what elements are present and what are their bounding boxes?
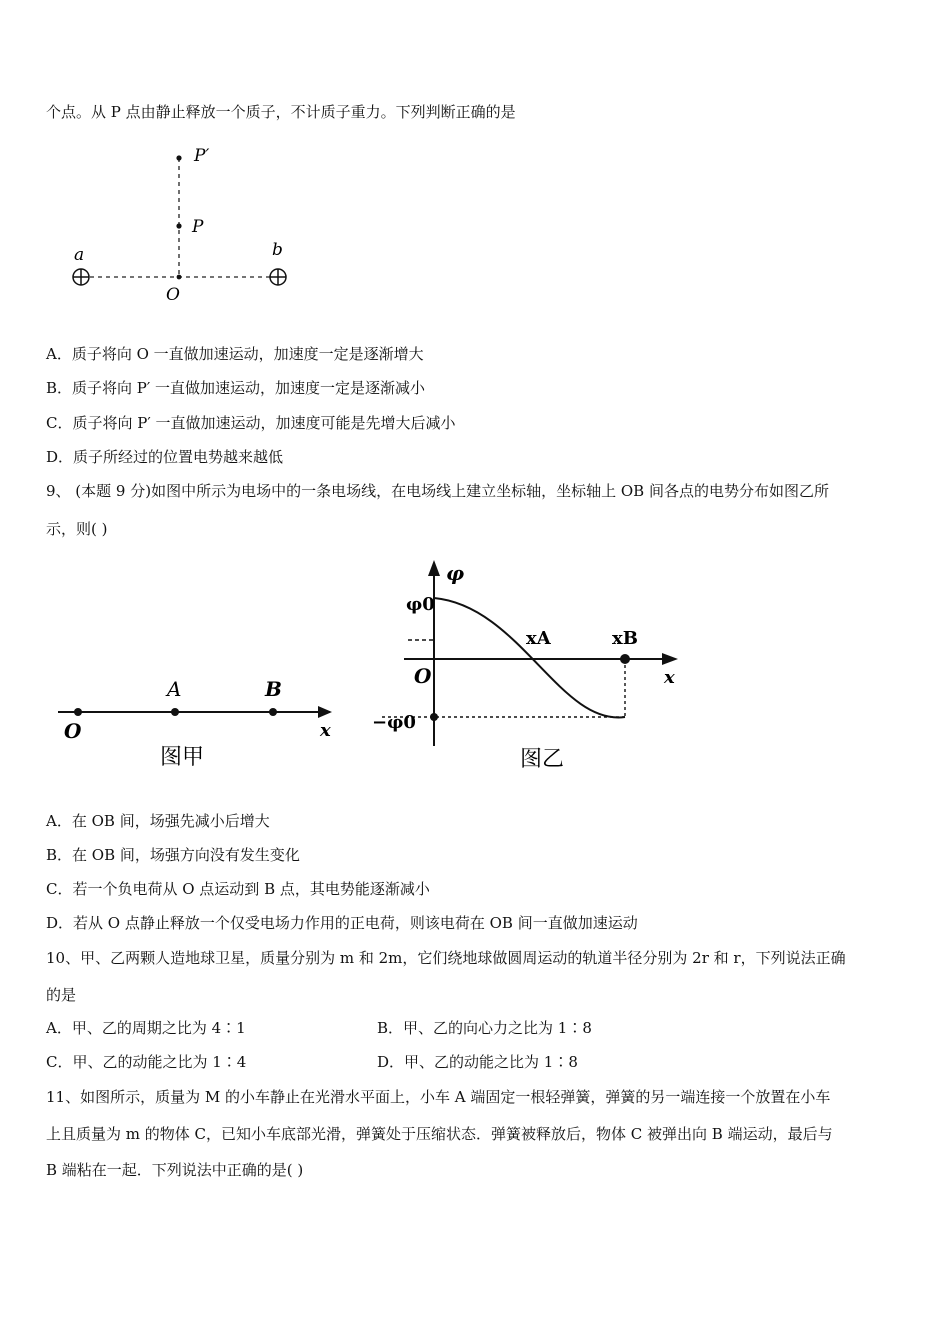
q10-stem-line2: 的是 <box>46 986 77 1004</box>
q10-option-a: A．甲、乙的周期之比为 4∶1 <box>46 1019 246 1037</box>
q8-option-b: B．质子将向 P′ 一直做加速运动，加速度一定是逐渐减小 <box>46 379 426 397</box>
q10-option-d: D．甲、乙的动能之比为 1∶8 <box>377 1053 578 1071</box>
x-axis-arrow-icon <box>662 653 678 665</box>
q8-option-a: A．质子将向 O 一直做加速运动，加速度一定是逐渐增大 <box>46 345 424 363</box>
point-b <box>269 708 277 716</box>
point-xb <box>620 654 630 664</box>
caption-jia: 图甲 <box>160 745 205 770</box>
q8-stem: 个点。从 P 点由静止释放一个质子，不计质子重力。下列判断正确的是 <box>46 103 516 121</box>
q11-stem-line3: B 端粘在一起．下列说法中正确的是( ) <box>46 1161 304 1179</box>
charge-a-icon <box>73 269 89 285</box>
point-o <box>177 275 182 280</box>
q10-option-c: C．甲、乙的动能之比为 1∶4 <box>46 1053 247 1071</box>
q9-stem-line2: 示，则( ) <box>46 520 108 538</box>
q11-stem-line1: 11、如图所示，质量为 M 的小车静止在光滑水平面上，小车 A 端固定一根轻弹簧，弹簧的另一端连接一个放置在小车 <box>46 1088 831 1106</box>
label-o: O <box>414 664 432 688</box>
label-o: O <box>166 285 180 305</box>
point-a <box>171 708 179 716</box>
point-o <box>74 708 82 716</box>
point-neg-phi0 <box>430 713 438 721</box>
label-xa: xA <box>526 628 551 649</box>
label-o: O <box>64 719 82 743</box>
q8-figure <box>60 140 310 310</box>
point-p-prime <box>176 155 181 160</box>
q8-option-c: C．质子将向 P′ 一直做加速运动，加速度可能是先增大后减小 <box>46 414 456 432</box>
label-b: b <box>272 240 283 260</box>
caption-yi: 图乙 <box>520 747 565 772</box>
q9-option-c: C．若一个负电荷从 O 点运动到 B 点，其电势能逐渐减小 <box>46 880 430 898</box>
x-axis-arrow-icon <box>318 706 332 718</box>
label-p-prime: P′ <box>194 146 210 166</box>
q9-figure-jia <box>50 670 350 780</box>
q10-stem-line1: 10、甲、乙两颗人造地球卫星，质量分别为 m 和 2m，它们绕地球做圆周运动的轨道半径分别为 2r 和 r，下列说法正确 <box>46 949 846 967</box>
phi-axis-arrow-icon <box>428 560 440 576</box>
label-xb: xB <box>612 628 638 649</box>
label-phi0: φ0 <box>406 594 435 615</box>
label-p: P <box>192 217 204 237</box>
label-x: x <box>320 720 331 741</box>
q9-option-a: A．在 OB 间，场强先减小后增大 <box>46 812 270 830</box>
q11-stem-line2: 上且质量为 m 的物体 C，已知小车底部光滑，弹簧处于压缩状态．弹簧被释放后，物体 C 被弹出向 B 端运动，最后与 <box>46 1125 833 1143</box>
point-p <box>176 223 181 228</box>
label-b: B <box>265 677 282 701</box>
label-a: a <box>74 245 85 265</box>
q9-option-d: D．若从 O 点静止释放一个仅受电场力作用的正电荷，则该电荷在 OB 间一直做加速运动 <box>46 914 638 932</box>
q9-figure-yi <box>370 556 690 776</box>
q9-stem-line1: 9、 (本题 9 分)如图中所示为电场中的一条电场线，在电场线上建立坐标轴，坐标轴上 OB 间各点的电势分布如图乙所 <box>46 482 829 500</box>
label-neg-phi0: −φ0 <box>372 712 416 733</box>
label-phi: φ <box>446 561 465 585</box>
label-x: x <box>664 667 675 688</box>
charge-b-icon <box>270 269 286 285</box>
q9-option-b: B．在 OB 间，场强方向没有发生变化 <box>46 846 300 864</box>
potential-curve <box>434 598 625 717</box>
q10-option-b: B．甲、乙的向心力之比为 1∶8 <box>377 1019 592 1037</box>
q8-option-d: D．质子所经过的位置电势越来越低 <box>46 448 284 466</box>
label-a: A <box>167 677 182 701</box>
